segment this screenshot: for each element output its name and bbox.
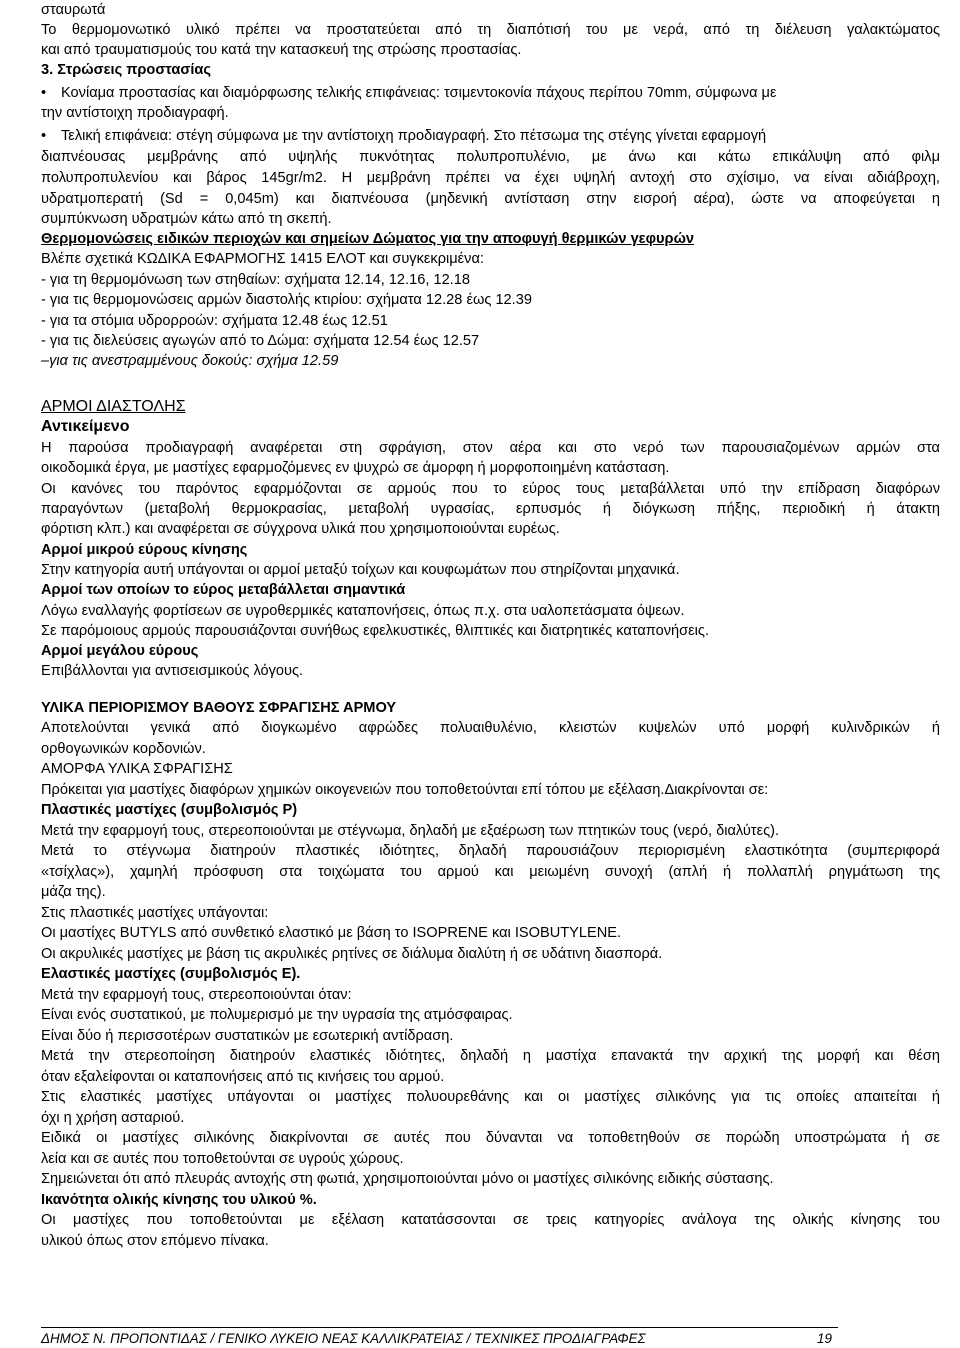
page-number: 19 — [817, 1331, 832, 1346]
text-line: και από τραυματισμούς του κατά την κατασκευή της στρώσης προστασίας. — [41, 42, 522, 58]
text-line: Οι μαστίχες BUTYLS από συνθετικό ελαστικό με βάση το ISOPRENE και ISOBUTYLENE. — [41, 925, 622, 941]
text-line: Είναι δύο ή περισσοτέρων συστατικών με εσωτερική αντίδραση. — [41, 1028, 454, 1044]
text-line: Βλέπε σχετικά ΚΩΔΙΚΑ ΕΦΑΡΜΟΓΗΣ 1415 ΕΛΟΤ και συγκεκριμένα: — [41, 251, 484, 267]
text-line: Στις πλαστικές μαστίχες υπάγονται: — [41, 905, 269, 921]
subsection-heading: Αρμοί μικρού εύρους κίνησης — [41, 542, 248, 558]
text-line: Αποτελούνται γενικά από διογκωμένο αφρώδες πολυαιθυλένιο, κλειστών κυψελών υπό μορφή κυλινδρικών ή — [41, 720, 940, 736]
text-line: Ειδικά οι μαστίχες σιλικόνης διακρίνονται σε αυτές που δύνανται να τοποθετηθούν σε πορώδη υποστρώματα ή σε — [41, 1130, 940, 1146]
subsection-heading: Ελαστικές μαστίχες (συμβολισμός Ε). — [41, 966, 301, 982]
subsection-heading: Πλαστικές μαστίχες (συμβολισμός P) — [41, 802, 298, 818]
list-item: - για τις διελεύσεις αγωγών από το Δώμα: σχήματα 12.54 έως 12.57 — [41, 333, 480, 349]
text-line: διαπνέουσας μεμβράνης από υψηλής πυκνότητας πολυπροπυλένιο, με άνω και κάτω επικάλυψη από φιλμ — [41, 149, 940, 165]
bullet-item — [41, 83, 776, 103]
text-line: Το θερμομονωτικό υλικό πρέπει να προστατεύεται από τη διαπότισή του με νερά, από τη διέλευση γαλακτώματος — [41, 22, 940, 38]
list-item: - για τη θερμομόνωση των στηθαίων: σχήματα 12.14, 12.16, 12.18 — [41, 272, 470, 288]
text-line: Οι μαστίχες που τοποθετούνται με εξέλαση κατατάσσονται σε τρεις κατηγορίες ανάλογα της ολικής κίνησης του — [41, 1212, 940, 1228]
text-line: Μετά την εφαρμογή τους, στερεοποιούνται με στέγνωμα, δηλαδή με εξαέρωση των πτητικών τους (νερό, διαλύτες). — [41, 823, 780, 839]
list-item: - για τα στόμια υδρορροών: σχήματα 12.48 έως 12.51 — [41, 313, 388, 329]
text-line: Μετά την στερεοποίηση διατηρούν ελαστικές ιδιότητες, δηλαδή η μαστίχα επανακτά την αρχική της μορφή και θέση — [41, 1048, 940, 1064]
text-line: ΑΜΟΡΦΑ ΥΛΙΚΑ ΣΦΡΑΓΙΣΗΣ — [41, 761, 233, 777]
text-line: μάζα της). — [41, 884, 106, 900]
text-line: σταυρωτά — [41, 2, 106, 18]
text-line: οικοδομικά έργα, με μαστίχες εφαρμοζόμενες εν ψυχρώ σε άμορφη ή μορφοποιημένη κατάσταση. — [41, 460, 670, 476]
bullet-icon: • — [41, 85, 47, 101]
subsection-heading: Αντικείμενο — [41, 418, 130, 435]
text-line: όταν εξαλείφονται οι καταπονήσεις από τις κινήσεις του αρμού. — [41, 1069, 445, 1085]
text-line: Λόγω εναλλαγής φορτίσεων σε υγροθερμικές καταπονήσεις, όπως π.χ. στα υαλοπετάσματα όψεων. — [41, 603, 685, 619]
page-footer: ΔΗΜΟΣ Ν. ΠΡΟΠΟΝΤΙΔΑΣ / ΓΕΝΙΚΟ ΛΥΚΕΙΟ ΝΕΑΣ ΚΑΛΛΙΚΡΑΤΕΙΑΣ / ΤΕΧΝΙΚΕΣ ΠΡΟΔΙΑΓΡΑΦΕΣ — [41, 1331, 646, 1346]
text-line: υλικού όπως στον επόμενο πίνακα. — [41, 1233, 269, 1249]
text-line: Οι ακρυλικές μαστίχες με βάση τις ακρυλικές ρητίνες σε διάλυμα διαλύτη ή σε υδάτινη διασπορά. — [41, 946, 663, 962]
text-line: όχι η χρήση ασταριού. — [41, 1110, 185, 1126]
list-item: - για τις θερμομονώσεις αρμών διαστολής κτιρίου: σχήματα 12.28 έως 12.39 — [41, 292, 532, 308]
text-line: παραγόντων (μεταβολή θερμοκρασίας, μεταβολή υγρασίας, ερπυσμός ή διόγκωση πήξης, περιοδική ή άτακτη — [41, 501, 940, 517]
text-line: Επιβάλλονται για αντισεισμικούς λόγους. — [41, 663, 304, 679]
text-line: Μετά το στέγνωμα διατηρούν πλαστικές ιδιότητες, δηλαδή παρουσιάζουν περιορισμένη ελαστικότητα (συμπεριφορά — [41, 843, 940, 859]
subsection-heading: Αρμοί των οποίων το εύρος μεταβάλλεται σημαντικά — [41, 582, 406, 598]
bullet-item — [41, 126, 766, 146]
text-line: Τελική επιφάνεια: στέγη σύμφωνα με την αντίστοιχη προδιαγραφή. Στο πέτσωμα της στέγης γίνεται εφαρμογή — [61, 128, 767, 144]
footer-divider — [41, 1327, 838, 1328]
text-line: την αντίστοιχη προδιαγραφή. — [41, 105, 229, 121]
text-line: Σημειώνεται ότι από πλευράς αντοχής στη φωτιά, χρησιμοποιούνται μόνο οι μαστίχες σιλικόνης ειδικής σύστασης. — [41, 1171, 774, 1187]
list-item: –για τις ανεστραμμένους δοκούς: σχήμα 12.59 — [41, 353, 339, 369]
subsection-heading: Ικανότητα ολικής κίνησης του υλικού %. — [41, 1192, 317, 1208]
text-line: Μετά την εφαρμογή τους, στερεοποιούνται όταν: — [41, 987, 352, 1003]
text-line: φόρτιση κλπ.) και αναφέρεται σε σύγχρονα υλικά που χρησιμοποιούνται ευρέως. — [41, 521, 560, 537]
text-line: Στις ελαστικές μαστίχες υπάγονται οι μαστίχες πολυουρεθάνης και οι μαστίχες σιλικόνης για τις οποίες απαιτείται ή — [41, 1089, 940, 1105]
text-line: Σε παρόμοιους αρμούς παρουσιάζονται συνήθως εφελκυστικές, θλιπτικές και διατρητικές καταπονήσεις. — [41, 623, 710, 639]
text-line: Οι κανόνες του παρόντος εφαρμόζονται σε αρμούς που το εύρος τους μεταβάλλεται υπό την επίδραση διαφόρων — [41, 481, 940, 497]
text-line: Είναι ενός συστατικού, με πολυμερισμό με την υγρασία της ατμόσφαιρας. — [41, 1007, 513, 1023]
text-line: υδρατμοπερατή (Sd = 0,045m) και διαπνέουσα (μηδενική αντίσταση στην εισροή αέρα), ώστε να αποφεύγεται η — [41, 191, 940, 207]
text-line: λεία και σε αυτές που τοποθετούνται σε υγρούς χώρους. — [41, 1151, 404, 1167]
section-title: ΥΛΙΚΑ ΠΕΡΙΟΡΙΣΜΟΥ ΒΑΘΟΥΣ ΣΦΡΑΓΙΣΗΣ ΑΡΜΟΥ — [41, 700, 397, 716]
section-title: ΑΡΜΟΙ ΔΙΑΣΤΟΛΗΣ — [41, 398, 186, 415]
text-line: πολυπροπυλενίου και βάρος 145gr/m2. Η μεμβράνη πρέπει να έχει υψηλή αντοχή στο σχίσιμο, να είναι αδιάβροχη, — [41, 170, 940, 186]
text-line: Στην κατηγορία αυτή υπάγονται οι αρμοί μεταξύ τοίχων και κουφωμάτων που στηρίζονται μηχανικά. — [41, 562, 680, 578]
text-line: Η παρούσα προδιαγραφή αναφέρεται στη σφράγιση, στον αέρα και στο νερό των παρουσιαζομένων αρμών στα — [41, 440, 940, 456]
section-heading: Θερμομονώσεις ειδικών περιοχών και σημείων Δώματος για την αποφυγή θερμικών γεφυρών — [41, 231, 695, 247]
subsection-heading: Αρμοί μεγάλου εύρους — [41, 643, 199, 659]
text-line: Πρόκειται για μαστίχες διαφόρων χημικών οικογενειών που τοποθετούνται επί τόπου με εξέλαση.Διακρίνονται σε: — [41, 782, 769, 798]
text-line: συμπύκνωση υδρατμών κάτω από τη σκεπή. — [41, 211, 332, 227]
text-line: ορθογωνικών κορδονιών. — [41, 741, 206, 757]
text-line: Κονίαμα προστασίας και διαμόρφωσης τελικής επιφάνειας: τσιμεντοκονία πάχους περίπου 70mm, σύμφωνα με — [61, 85, 777, 101]
bullet-icon: • — [41, 128, 47, 144]
text-line: «τσίχλας»), χαμηλή πρόσφυση στα τοιχώματα του αρμού και μειωμένη συνοχή (απλή ή πολλαπλή ρηγμάτωση της — [41, 864, 940, 880]
section-heading: 3. Στρώσεις προστασίας — [41, 62, 211, 78]
